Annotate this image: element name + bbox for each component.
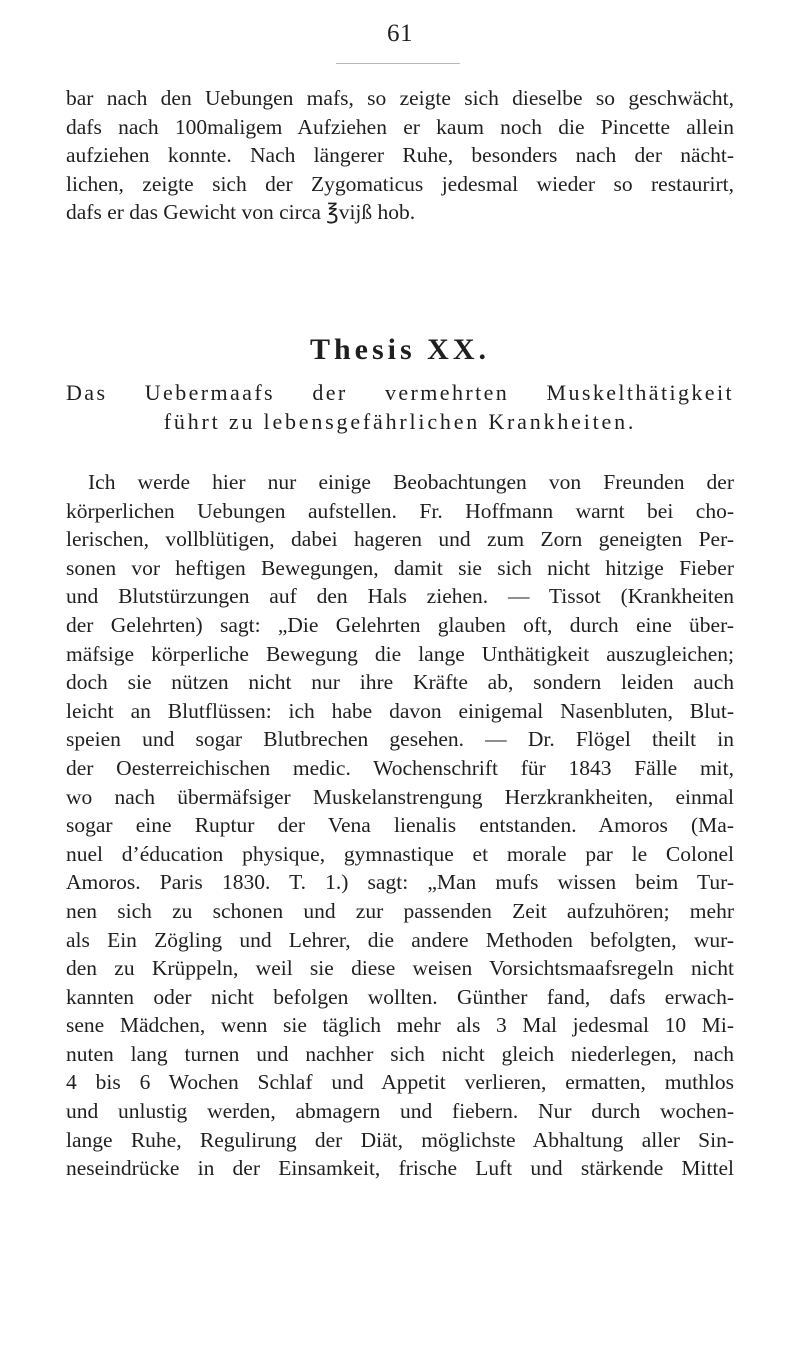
body-line: neseindrücke in der Einsamkeit, frische Luft und stärkende Mittel: [66, 1156, 734, 1181]
body-line: und unlustig werden, abmagern und fiebern. Nur durch wochen-: [66, 1099, 734, 1124]
body-line: lange Ruhe, Regulirung der Diät, möglichste Abhaltung aller Sin-: [66, 1127, 734, 1152]
body-line: Amoros. Paris 1830. T. 1.) sagt: „Man mufs wissen beim Tur-: [66, 870, 734, 895]
body-line: nuten lang turnen und nachher sich nicht gleich niederlegen, nach: [66, 1041, 734, 1066]
body-line: und Blutstürzungen auf den Hals ziehen. — Tissot (Krankheiten: [66, 584, 734, 609]
body-line: speien und sogar Blutbrechen gesehen. — Dr. Flögel theilt in: [66, 727, 734, 752]
intro-line: bar nach den Uebungen mafs, so zeigte sich dieselbe so geschwächt,: [66, 86, 734, 110]
page-number: 61: [387, 20, 413, 47]
body-line: kannten oder nicht befolgen wollten. Günther fand, dafs erwach-: [66, 984, 734, 1009]
body-line: lerischen, vollblütigen, dabei hageren und zum Zorn geneigten Per-: [66, 527, 734, 552]
body-line: mäfsige körperliche Bewegung die lange Unthätigkeit auszugleichen;: [66, 641, 734, 666]
body-line: 4 bis 6 Wochen Schlaf und Appetit verlieren, ermatten, muthlos: [66, 1070, 734, 1095]
body-line: sogar eine Ruptur der Vena lienalis entstanden. Amoros (Ma-: [66, 813, 734, 838]
body-line: doch sie nützen nicht nur ihre Kräfte ab, sondern leiden auch: [66, 670, 734, 695]
body-line: als Ein Zögling und Lehrer, die andere Methoden befolgten, wur-: [66, 927, 734, 952]
body-line: der Oesterreichischen medic. Wochenschrift für 1843 Fälle mit,: [66, 755, 734, 780]
intro-paragraph: [66, 84, 734, 227]
body-line: leicht an Blutflüssen: ich habe davon einigemal Nasenbluten, Blut-: [66, 698, 734, 723]
subtitle-line: führt zu lebensgefährlichen Krankheiten.: [163, 408, 637, 434]
body-line: nen sich zu schonen und zur passenden Zeit aufzuhören; mehr: [66, 898, 734, 923]
body-line: wo nach übermäfsiger Muskelanstrengung Herzkrankheiten, einmal: [66, 784, 734, 809]
intro-line: lichen, zeigte sich der Zygomaticus jedesmal wieder so restaurirt,: [66, 171, 734, 196]
body-line: sene Mädchen, wenn sie täglich mehr als 3 Mal jedesmal 10 Mi-: [66, 1013, 734, 1038]
intro-line: dafs nach 100maligem Aufziehen er kaum noch die Pincette allein: [66, 114, 734, 139]
body-line: sonen vor heftigen Bewegungen, damit sie sich nicht hitzige Fieber: [66, 555, 734, 580]
body-line: nuel d’éducation physique, gymnastique et morale par le Colonel: [66, 841, 734, 866]
intro-line: aufziehen konnte. Nach längerer Ruhe, besonders nach der nächt-: [66, 143, 734, 168]
subtitle-line: Das Uebermaafs der vermehrten Muskelthätigkeit: [66, 380, 734, 405]
body-line: den zu Krüppeln, weil sie diese weisen Vorsichtsmaafsregeln nicht: [66, 956, 734, 981]
body-line: Ich werde hier nur einige Beobachtungen von Freunden der: [88, 470, 734, 494]
body-line: körperlichen Uebungen aufstellen. Fr. Hoffmann warnt bei cho-: [66, 498, 734, 523]
body-paragraph: [66, 468, 734, 1183]
header-rule: [336, 63, 460, 64]
intro-line: dafs er das Gewicht von circa ℥vijß hob.: [66, 200, 416, 225]
body-line: der Gelehrten) sagt: „Die Gelehrten glauben oft, durch eine über-: [66, 612, 734, 637]
section-subtitle: [66, 379, 734, 436]
section-heading: Thesis XX.: [309, 333, 491, 366]
